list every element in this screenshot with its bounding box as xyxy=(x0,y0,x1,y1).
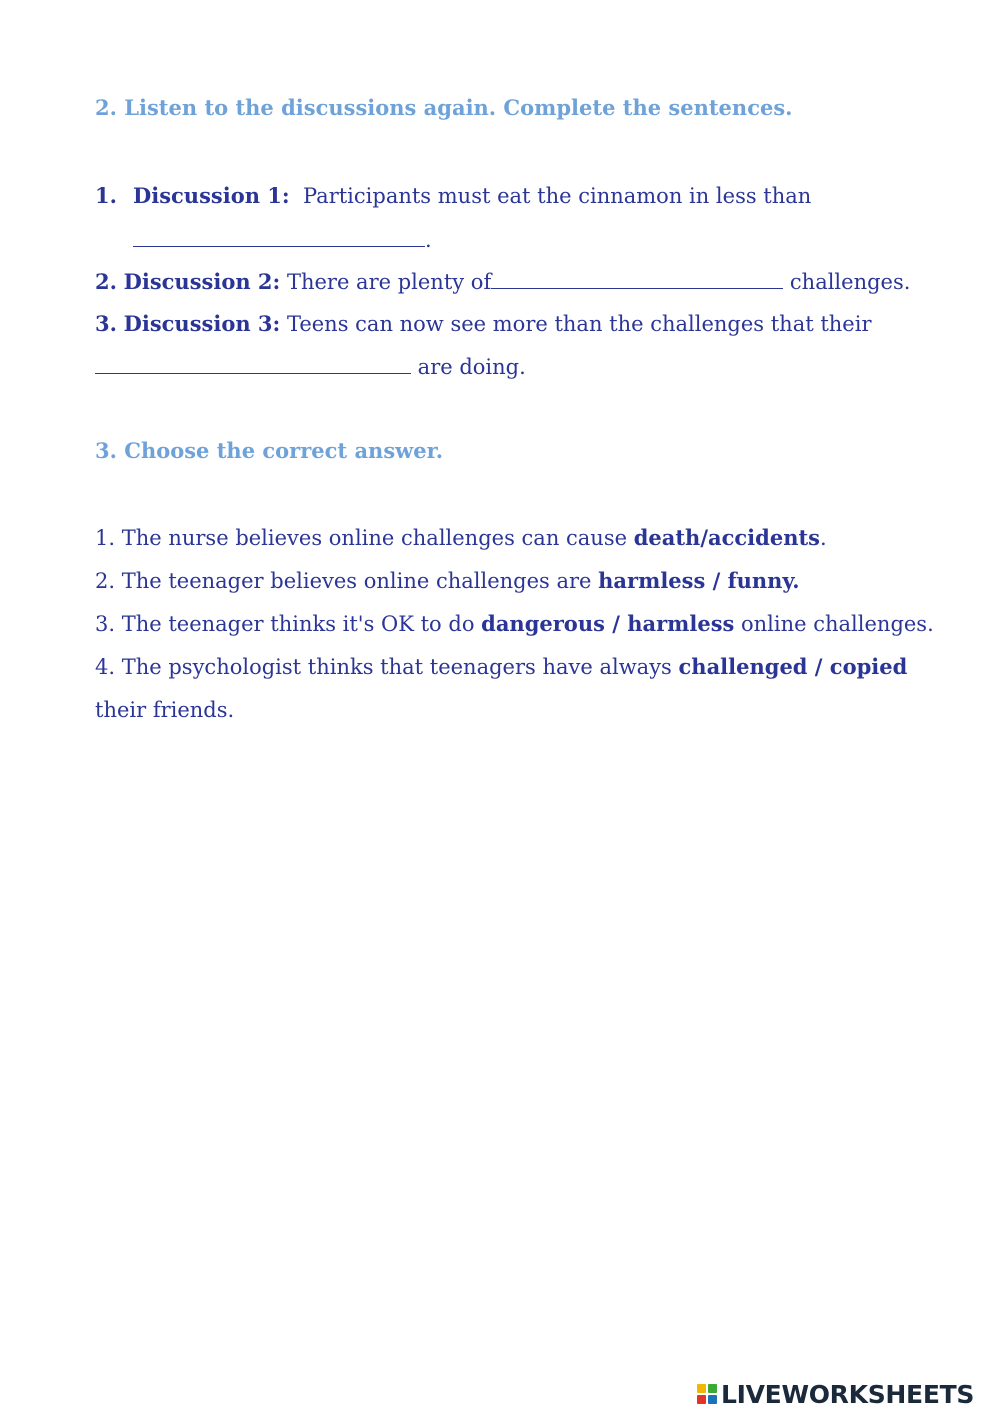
choice-question-4-continuation: their friends. xyxy=(95,698,235,722)
liveworksheets-logo xyxy=(697,1379,974,1409)
answer-choice[interactable]: death/accidents xyxy=(633,525,820,550)
discussion-label: Discussion 2: xyxy=(123,269,281,294)
answer-choice[interactable]: dangerous / harmless xyxy=(481,611,735,636)
discussion-3-blank-line xyxy=(95,353,526,381)
section-3-heading: 3. Choose the correct answer. xyxy=(95,438,444,463)
section-2-heading: 2. Listen to the discussions again. Complete the sentences. xyxy=(95,95,793,120)
logo-square xyxy=(697,1395,706,1404)
logo-square xyxy=(708,1395,717,1404)
logo-mark-icon xyxy=(697,1384,717,1404)
question-text: 3. The teenager thinks it's OK to do xyxy=(95,612,482,636)
discussion-text: There are plenty of xyxy=(286,270,492,294)
choice-question-2 xyxy=(95,567,800,595)
item-number: 2. xyxy=(95,269,117,294)
question-text: 4. The psychologist thinks that teenagers have always xyxy=(95,655,679,679)
question-text: 2. The teenager believes online challenges are xyxy=(95,569,599,593)
blank-suffix: . xyxy=(425,228,432,252)
blank-suffix: are doing. xyxy=(411,355,526,379)
discussion-label: Discussion 3: xyxy=(123,311,281,336)
answer-choice[interactable]: harmless / funny. xyxy=(598,568,800,593)
discussion-text: Participants must eat the cinnamon in less than xyxy=(303,184,812,208)
discussion-1-blank-line xyxy=(133,226,432,254)
answer-choice[interactable]: challenged / copied xyxy=(678,654,908,679)
discussion-text: Teens can now see more than the challenges that their xyxy=(286,312,872,336)
answer-blank-1[interactable] xyxy=(133,226,425,247)
item-number: 3. xyxy=(95,311,117,336)
answer-blank-3[interactable] xyxy=(95,353,411,374)
discussion-3-sentence xyxy=(95,310,871,338)
choice-question-1 xyxy=(95,524,827,552)
question-text: 1. The nurse believes online challenges can cause xyxy=(95,526,634,550)
discussion-1-sentence xyxy=(95,182,811,210)
blank-suffix: challenges. xyxy=(783,270,911,294)
choice-question-3 xyxy=(95,610,934,638)
item-number: 1. xyxy=(95,183,117,208)
logo-square xyxy=(708,1384,717,1393)
question-suffix: online challenges. xyxy=(734,612,934,636)
answer-blank-2[interactable] xyxy=(491,268,783,289)
choice-question-4 xyxy=(95,653,907,681)
discussion-label: Discussion 1: xyxy=(133,183,290,208)
logo-square xyxy=(697,1384,706,1393)
discussion-2-sentence xyxy=(95,268,910,296)
brand-name: LIVEWORKSHEETS xyxy=(721,1379,975,1409)
question-suffix: . xyxy=(820,526,827,550)
